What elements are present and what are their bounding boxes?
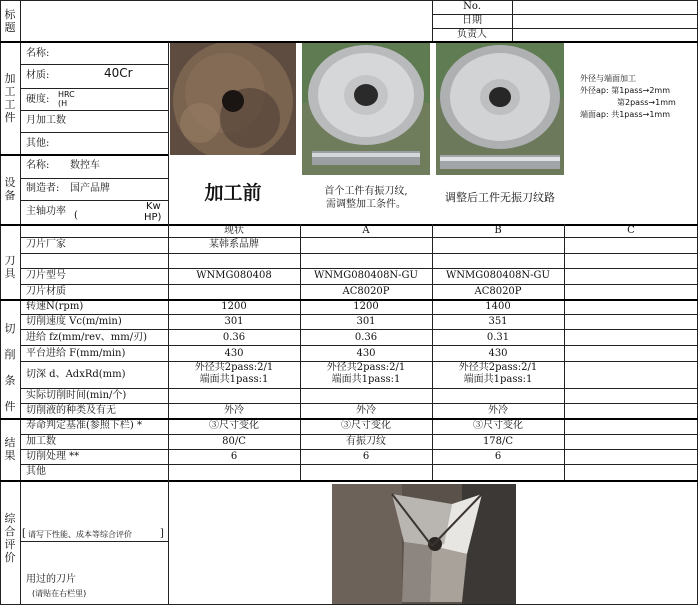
workpiece-hardness-label: 硬度: xyxy=(26,94,50,105)
grid-line xyxy=(20,541,168,542)
cutting-row-current: 1200 xyxy=(221,301,247,312)
result-row-label: 寿命判定基准(参照下栏) * xyxy=(26,420,142,431)
used-insert-hint: (请贴在右栏里) xyxy=(32,589,87,598)
cutting-row-label: 进给 fz(mm/rev、mm/刃) xyxy=(26,332,147,343)
equipment-name-label: 名称: xyxy=(26,160,50,171)
grid-line xyxy=(20,314,698,315)
column-header-current: 现状 xyxy=(224,225,244,236)
coolant-b: 外冷 xyxy=(488,405,508,416)
tool-row-current: 某韩系品牌 xyxy=(209,239,259,250)
result-row-b: 6 xyxy=(494,451,502,462)
evaluation-hint-open: [ xyxy=(22,528,26,539)
cutting-row-b: 351 xyxy=(488,316,508,327)
depth-b-line2: 端面共1pass:1 xyxy=(463,374,533,385)
grid-line xyxy=(168,42,169,225)
cutting-row-b: 1400 xyxy=(485,301,511,312)
evaluation-field[interactable] xyxy=(169,481,329,604)
equipment-maker-value: 国产品牌 xyxy=(70,183,110,194)
result-row-b: 178/C xyxy=(482,436,514,447)
cutting-row-label: 转速N(rpm) xyxy=(26,301,84,312)
result-section-label: 结果 xyxy=(4,436,16,462)
tool-row-b: WNMG080408N-GU xyxy=(446,270,550,281)
column-header-c: C xyxy=(627,225,635,236)
tool-row-a: WNMG080408N-GU xyxy=(314,270,418,281)
cutting-row-b: 430 xyxy=(488,348,508,359)
grid-line xyxy=(20,388,698,389)
grid-line xyxy=(20,178,168,179)
pass-note-line3: 第2pass→1mm xyxy=(617,98,676,107)
hardness-unit-top: HRC xyxy=(58,90,75,99)
evaluation-section-label: 综合评价 xyxy=(4,512,16,564)
equipment-name-value: 数控车 xyxy=(70,160,100,171)
workpiece-material-label: 材质: xyxy=(26,70,50,81)
depth-label: 切深 d、AdxRd(mm) xyxy=(26,369,126,380)
tool-row-label: 刀片型号 xyxy=(26,270,66,281)
grid-line xyxy=(20,64,168,65)
cutting-time-label: 实际切削时间(min/个) xyxy=(26,390,127,401)
coolant-current: 外冷 xyxy=(224,405,244,416)
grid-line xyxy=(20,449,698,450)
hardness-unit-bottom: (H xyxy=(58,99,68,108)
used-insert-photo xyxy=(332,484,516,604)
date-label: 日期 xyxy=(462,15,482,26)
tool-row-a: AC8020P xyxy=(342,286,390,297)
power-unit-top: Kw xyxy=(146,201,161,212)
grid-line xyxy=(20,0,21,605)
cutting-row-current: 0.36 xyxy=(222,332,246,343)
grid-line xyxy=(0,154,168,156)
cutting-row-label: 平台进给 F(mm/min) xyxy=(26,348,126,359)
equipment-section-label: 设备 xyxy=(4,176,16,202)
first-part-caption-line2: 需调整加工条件。 xyxy=(326,199,406,210)
depth-current-line1: 外径共2pass:2/1 xyxy=(194,362,274,373)
no-field[interactable] xyxy=(513,1,697,14)
owner-field[interactable] xyxy=(513,29,697,41)
first-part-photo xyxy=(302,43,430,175)
coolant-a: 外冷 xyxy=(356,405,376,416)
workpiece-material-value: 40Cr xyxy=(104,66,133,80)
workpiece-name-label: 名称: xyxy=(26,48,50,59)
result-row-current: 80/C xyxy=(222,436,246,447)
before-machining-photo xyxy=(170,43,296,155)
grid-line xyxy=(20,268,698,269)
tool-row-label: 刀片材质 xyxy=(26,286,66,297)
first-part-caption-line1: 首个工件有振刀纹, xyxy=(324,186,408,197)
grid-line xyxy=(20,329,698,330)
column-header-b: B xyxy=(494,225,502,236)
grid-line xyxy=(0,480,698,482)
cutting-row-label: 切削速度 Vc(m/min) xyxy=(26,316,122,327)
cutting-section-label: 切削条件 xyxy=(4,322,16,413)
cutting-row-a: 430 xyxy=(356,348,376,359)
grid-line xyxy=(20,403,698,404)
depth-a-line1: 外径共2pass:2/1 xyxy=(326,362,406,373)
grid-line xyxy=(20,464,698,465)
before-machining-caption: 加工前 xyxy=(204,182,262,204)
pass-note-line4: 端面ap: 共1pass→1mm xyxy=(580,110,671,119)
workpiece-other-label: 其他: xyxy=(26,138,50,149)
title-label: 标题 xyxy=(4,8,16,34)
grid-line xyxy=(20,237,698,238)
cutting-row-b: 0.31 xyxy=(486,332,510,343)
tool-section-label: 刀具 xyxy=(4,254,16,280)
no-label: No. xyxy=(463,1,481,12)
result-row-label: 加工数 xyxy=(26,436,56,447)
grid-line xyxy=(20,110,168,111)
grid-line xyxy=(20,434,698,435)
depth-a-line2: 端面共1pass:1 xyxy=(331,374,401,385)
tool-row-current: WNMG080408 xyxy=(196,270,272,281)
pass-note-line1: 外径与端面加工 xyxy=(580,74,636,83)
result-row-current: 6 xyxy=(230,451,238,462)
cutting-row-a: 301 xyxy=(356,316,376,327)
grid-line xyxy=(20,253,698,254)
column-header-a: A xyxy=(362,225,370,236)
grid-line xyxy=(20,345,698,346)
depth-current-line2: 端面共1pass:1 xyxy=(199,374,269,385)
tool-row-label: 刀片厂家 xyxy=(26,239,66,250)
pass-note-line2: 外径ap: 第1pass→2mm xyxy=(580,86,671,95)
grid-line xyxy=(20,88,168,89)
workpiece-section-label: 加工工件 xyxy=(4,72,16,124)
result-row-current: ③尺寸变化 xyxy=(209,420,259,431)
evaluation-hint-close: ] xyxy=(160,528,164,539)
coolant-label: 切削液的种类及有无 xyxy=(26,405,116,416)
result-row-b: ③尺寸变化 xyxy=(473,420,523,431)
cutting-row-a: 1200 xyxy=(353,301,379,312)
result-row-label: 其他 xyxy=(26,466,46,477)
cutting-row-current: 301 xyxy=(224,316,244,327)
result-row-label: 切削处理 ** xyxy=(26,451,80,462)
date-field[interactable] xyxy=(513,15,697,28)
result-row-a: ③尺寸变化 xyxy=(341,420,391,431)
result-row-a: 有振刀纹 xyxy=(346,436,386,447)
grid-line xyxy=(564,224,565,480)
workpiece-monthly-label: 月加工数 xyxy=(26,115,66,126)
depth-b-line1: 外径共2pass:2/1 xyxy=(458,362,538,373)
result-row-a: 6 xyxy=(362,451,370,462)
adjusted-part-caption: 调整后工件无振刀纹路 xyxy=(445,191,555,204)
grid-line xyxy=(20,132,168,133)
evaluation-hint: 请写下性能、成本等综合评价 xyxy=(28,530,132,539)
equipment-power-label: 主轴功率 xyxy=(26,206,66,217)
cutting-row-current: 430 xyxy=(224,348,244,359)
used-insert-label: 用过的刀片 xyxy=(26,574,76,585)
grid-line xyxy=(20,284,698,285)
adjusted-part-photo xyxy=(436,43,564,175)
owner-label: 负责人 xyxy=(457,29,487,40)
tool-row-b: AC8020P xyxy=(474,286,522,297)
power-unit-bottom: HP) xyxy=(144,212,162,223)
equipment-maker-label: 制造者: xyxy=(26,183,60,194)
equipment-power-paren: ( xyxy=(74,210,78,221)
cutting-row-a: 0.36 xyxy=(354,332,378,343)
